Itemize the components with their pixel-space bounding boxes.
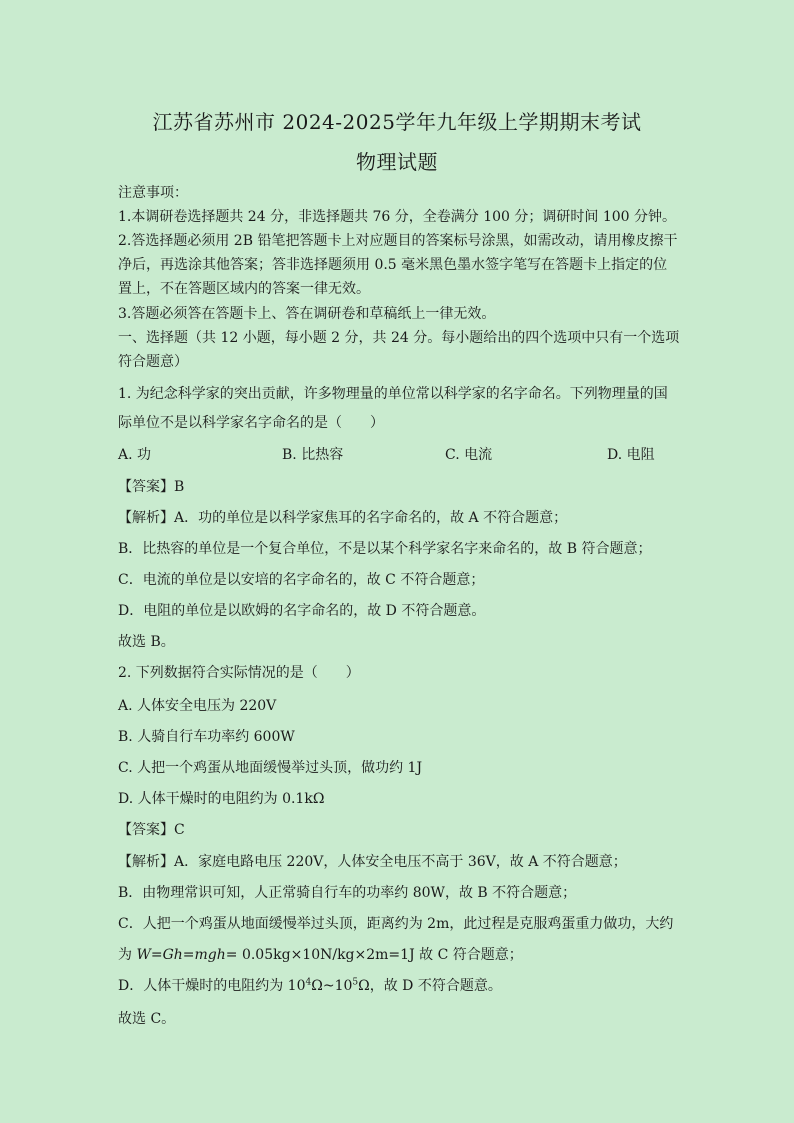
q2-analysis-line: C．人把一个鸡蛋从地面缓慢举过头顶，距离约为 2m，此过程是克服鸡蛋重力做功，大约 (118, 916, 674, 932)
question-2-stem: 2. 下列数据符合实际情况的是（ ） (118, 665, 360, 681)
q2-analysis-line: B．由物理常识可知，人正常骑自行车的功率约 80W，故 B 不符合题意； (118, 885, 577, 901)
question-1-stem-cont: 际单位不是以科学家名字命名的是（ ） (118, 415, 384, 431)
q2-option-d: D. 人体干燥时的电阻约为 0.1kΩ (118, 791, 325, 807)
q1-option-c: C. 电流 (445, 447, 493, 463)
section-heading-cont: 符合题意） (118, 354, 188, 370)
q2-option-c: C. 人把一个鸡蛋从地面缓慢举过头顶，做功约 1J (118, 760, 423, 776)
note-line: 置上，不在答题区域内的答案一律无效。 (118, 281, 370, 297)
q1-analysis-line: 【解析】A．功的单位是以科学家焦耳的名字命名的，故 A 不符合题意； (118, 510, 568, 526)
q1-option-a: A. 功 (118, 447, 152, 463)
q1-analysis-line: B．比热容的单位是一个复合单位，不是以某个科学家名字来命名的，故 B 符合题意； (118, 541, 652, 557)
notes-heading: 注意事项： (118, 185, 188, 201)
q1-answer: 【答案】B (118, 479, 185, 495)
d-line-text: Ω~10 (311, 978, 353, 994)
note-line: 净后，再选涂其他答案；答非选择题须用 0.5 毫米黑色墨水签字笔写在答题卡上指定的位 (118, 257, 668, 273)
q1-analysis-line: C．电流的单位是以安培的名字命名的，故 C 不符合题意； (118, 572, 485, 588)
formula-prefix: 为 (118, 947, 137, 963)
q2-analysis-d-line (118, 977, 678, 995)
exponent: 4 (305, 977, 312, 988)
section-heading: 一、选择题（共 12 小题，每小题 2 分，共 24 分。每小题给出的四个选项中只有一个选项 (118, 330, 680, 346)
q2-option-a: A. 人体安全电压为 220V (118, 698, 277, 714)
note-line: 2.答选择题必须用 2B 铅笔把答题卡上对应题目的答案标号涂黑，如需改动，请用橡皮擦干 (118, 233, 678, 249)
question-1-stem: 1. 为纪念科学家的突出贡献，许多物理量的单位常以科学家的名字命名。下列物理量的国 (118, 386, 668, 402)
d-line-text: D．人体干燥时的电阻约为 10 (118, 978, 306, 994)
q2-conclusion: 故选 C。 (118, 1011, 176, 1027)
note-line: 1.本调研卷选择题共 24 分，非选择题共 76 分，全卷满分 100 分；调研时间 100 分钟。 (118, 209, 677, 225)
exponent: 5 (352, 977, 359, 988)
q2-option-b: B. 人骑自行车功率约 600W (118, 729, 295, 745)
q1-option-b: B. 比热容 (282, 447, 344, 463)
page-subtitle: 物理试题 (356, 150, 438, 174)
note-line: 3.答题必须答在答题卡上、答在调研卷和草稿纸上一律无效。 (118, 306, 496, 322)
q2-formula-line (118, 946, 678, 964)
d-line-text: Ω，故 D 不符合题意。 (358, 978, 502, 994)
q2-answer: 【答案】C (118, 822, 185, 838)
formula-rest: = 0.05kg×10N/kg×2m=1J 故 C 符合题意； (225, 947, 523, 963)
formula-equation: W=Gh=mgh (136, 947, 226, 963)
q1-analysis-line: D．电阻的单位是以欧姆的名字命名的，故 D 不符合题意。 (118, 603, 486, 619)
q2-analysis-line: 【解析】A．家庭电路电压 220V，人体安全电压不高于 36V，故 A 不符合题意； (118, 854, 627, 870)
page-title: 江苏省苏州市 2024-2025学年九年级上学期期末考试 (152, 110, 642, 134)
q1-option-d: D. 电阻 (607, 447, 655, 463)
q1-conclusion: 故选 B。 (118, 634, 175, 650)
